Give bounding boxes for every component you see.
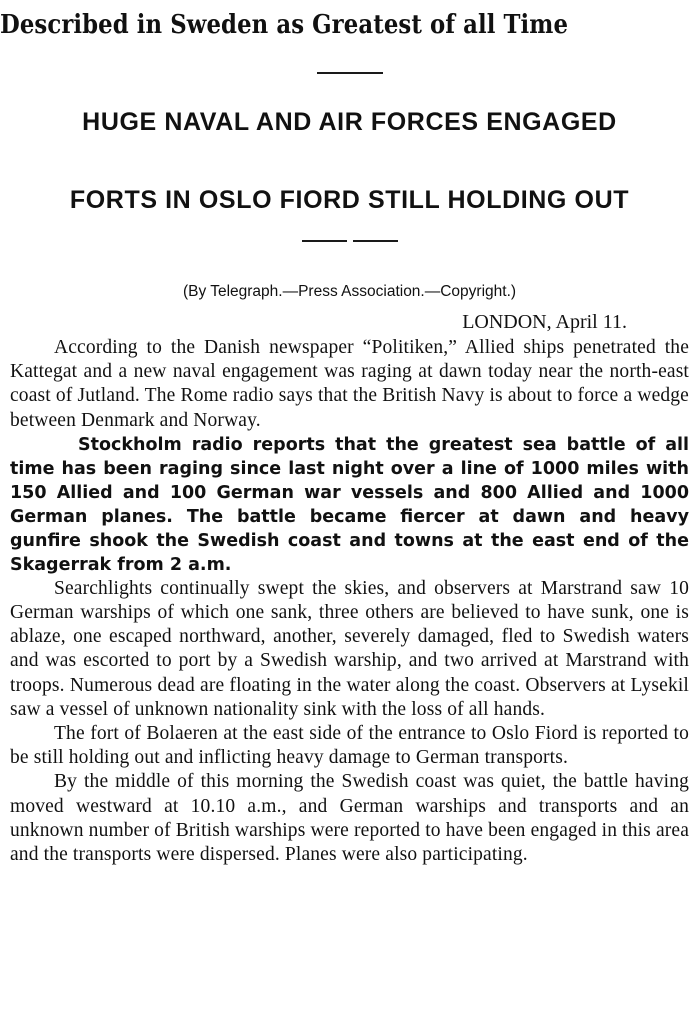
paragraph-politiken: According to the Danish newspaper “Politiken,” Allied ships penetrated the Kattegat and a new naval engagement was raging at dawn today near the north-east coast of Jutland. The Rome radio says that the British Navy is about to force a wedge between Denmark and Norway. [10, 337, 689, 431]
divider-segment-left [302, 240, 347, 242]
paragraph-stockholm-radio: Stockholm radio reports that the greatest sea battle of all time has been raging since last night over a line of 1000 miles with 150 Allied and 100 German war vessels and 800 Allied and 1000 German planes. The battle became fiercer at dawn and heavy gunfire shook the Swedish coast and towns at the east end of the Skagerrak from 2 a.m. [10, 434, 689, 575]
paragraph-searchlights: Searchlights continually swept the skies, and observers at Marstrand saw 10 German warships of which one sank, three others are believed to have sunk, one is ablaze, one escaped northward, another, severely damaged, fled to Swedish waters and was escorted to port by a Swedish warship, and two arrived at Marstrand with troops. Numerous dead are floating in the water along the coast. Observers at Lysekil saw a vessel of unknown nationality sink with the loss of all hands. [10, 577, 689, 720]
subheadline-naval-air: HUGE NAVAL AND AIR FORCES ENGAGED [82, 108, 617, 136]
divider-rule [317, 72, 383, 74]
divider-segment-right [353, 240, 398, 242]
paragraph-swedish-coast: By the middle of this morning the Swedish coast was quiet, the battle having moved westward at 10.10 a.m., and German warships and transports and an unknown number of British warships were reported to have been engaged in this area and the transports were dispersed. Planes were also participating. [10, 771, 689, 866]
subheadline-oslo-fiord: FORTS IN OSLO FIORD STILL HOLDING OUT [69, 186, 630, 214]
headline: Described in Sweden as Greatest of all Time [0, 9, 569, 40]
double-divider-rule [10, 240, 689, 242]
dateline: LONDON, April 11. [462, 311, 627, 333]
byline: (By Telegraph.—Press Association.—Copyright.) [182, 283, 517, 300]
paragraph-bolaeren-fort: The fort of Bolaeren at the east side of the entrance to Oslo Fiord is reported to be still holding out and inflicting heavy damage to German transports. [10, 723, 689, 769]
